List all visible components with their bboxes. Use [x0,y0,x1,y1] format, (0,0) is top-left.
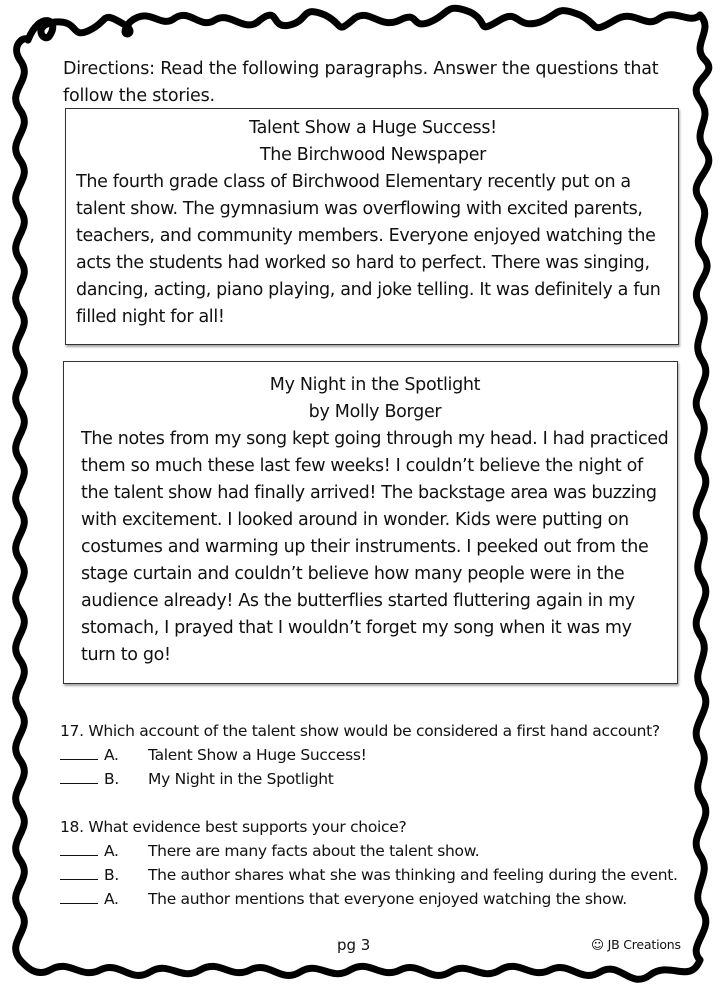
answer-blank[interactable] [60,841,98,856]
story-box-newspaper [65,108,679,345]
answer-option [60,743,705,767]
answer-blank[interactable] [60,745,98,760]
option-text: My Night in the Spotlight [148,770,334,788]
answer-option [60,887,705,911]
option-text: There are many facts about the talent show. [148,842,480,860]
story-byline: The Birchwood Newspaper [259,145,487,165]
question-stem: 18. What evidence best supports your choice? [60,818,407,836]
answer-option [60,839,705,863]
option-letter: A. [104,842,119,860]
option-text: The author shares what she was thinking and feeling during the event. [148,866,678,884]
story-title: My Night in the Spotlight [269,375,481,395]
answer-option [60,863,705,887]
answer-blank[interactable] [60,769,98,784]
option-letter: B. [104,770,119,788]
page-number: pg 3 [337,936,371,954]
question-17 [60,719,705,791]
option-letter: A. [104,890,119,908]
story-box-spotlight [63,361,678,684]
answer-blank[interactable] [60,889,98,904]
story-body: The notes from my song kept going through my head. I had practiced them so much these last few weeks! I couldn’t believe the night of the talent show had finally arrived! The backstage area was buzzing with excitement. I looked around in wonder. Kids were putting on costumes and warming up their instruments. I peeked out from the stage curtain and couldn’t believe how many people were in the audience already! As the butterflies started fluttering again in my stomach, I prayed that I wouldn’t forget my song when it was my turn to go! [81,429,669,665]
copyright-credit: ☺ JB Creations [591,937,681,952]
option-text: The author mentions that everyone enjoyed watching the show. [148,890,627,908]
story-byline: by Molly Borger [308,402,442,422]
story-body: The fourth grade class of Birchwood Elementary recently put on a talent show. The gymnasium was overflowing with excited parents, teachers, and community members. Everyone enjoyed watching the acts the students had worked so hard to perfect. There was singing, dancing, acting, piano playing, and joke telling. It was definitely a fun filled night for all! [76,172,661,327]
answer-option [60,767,705,791]
question-stem: 17. Which account of the talent show would be considered a first hand account? [60,722,660,740]
option-letter: A. [104,746,119,764]
answer-blank[interactable] [60,865,98,880]
question-18 [60,815,705,911]
option-letter: B. [104,866,119,884]
story-title: Talent Show a Huge Success! [249,118,497,138]
directions-text: Directions: Read the following paragraphs. Answer the questions that follow the stories. [63,59,659,106]
option-text: Talent Show a Huge Success! [148,746,367,764]
